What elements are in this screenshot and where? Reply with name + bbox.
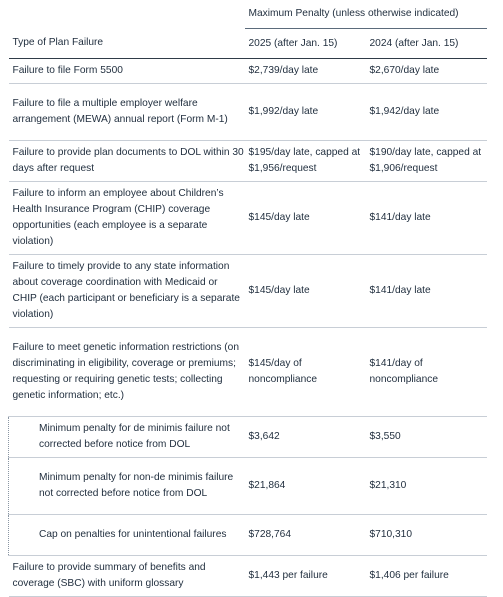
failure-cell: Failure to file Form 5500	[9, 59, 245, 84]
sub-table-row	[9, 515, 487, 556]
penalty-2025-cell: $1,992/day late	[245, 84, 366, 141]
sub-failure-cell: Minimum penalty for de minimis failure not corrected before notice from DOL	[9, 417, 245, 458]
column-header-row	[9, 29, 487, 59]
sub-table-row	[9, 417, 487, 458]
group-header-spacer	[9, 0, 245, 29]
penalty-2025-cell: $145/day of noncompliance	[245, 328, 366, 417]
column-header-type: Type of Plan Failure	[9, 29, 245, 59]
penalty-2024-cell: $1,942/day late	[366, 84, 487, 141]
penalty-2024-cell: $141/day of noncompliance	[366, 328, 487, 417]
penalty-2025-cell: $145/day late	[245, 182, 366, 255]
table-row	[9, 141, 487, 182]
table-row	[9, 255, 487, 328]
group-header-row	[9, 0, 487, 29]
table-row	[9, 59, 487, 84]
sub-failure-cell: Cap on penalties for unintentional failures	[9, 515, 245, 556]
column-header-2025: 2025 (after Jan. 15)	[245, 29, 366, 59]
sub-table-row	[9, 458, 487, 515]
penalty-2024-cell: $141/day late	[366, 255, 487, 328]
failure-cell: Failure to provide summary of benefits and coverage (SBC) with uniform glossary	[9, 556, 245, 597]
penalty-2025-cell: $2,739/day late	[245, 59, 366, 84]
penalty-2025-cell: $1,443 per failure	[245, 556, 366, 597]
penalty-2024-cell: $21,310	[366, 458, 487, 515]
penalty-2025-cell: $145/day late	[245, 255, 366, 328]
penalty-2025-cell: $21,864	[245, 458, 366, 515]
group-header-maximum-penalty: Maximum Penalty (unless otherwise indicated)	[245, 0, 487, 29]
failure-cell: Failure to inform an employee about Children’s Health Insurance Program (CHIP) coverage opportunities (each employee is a separate violation)	[9, 182, 245, 255]
table-row	[9, 84, 487, 141]
penalty-2024-cell: $2,670/day late	[366, 59, 487, 84]
penalty-2025-cell: $3,642	[245, 417, 366, 458]
table-row	[9, 556, 487, 597]
penalty-2024-cell: $710,310	[366, 515, 487, 556]
penalty-2024-cell: $3,550	[366, 417, 487, 458]
column-header-2024: 2024 (after Jan. 15)	[366, 29, 487, 59]
failure-cell: Failure to file a multiple employer welfare arrangement (MEWA) annual report (Form M-1)	[9, 84, 245, 141]
penalty-2024-cell: $190/day late, capped at $1,906/request	[366, 141, 487, 182]
table-row	[9, 182, 487, 255]
penalty-2024-cell: $141/day late	[366, 182, 487, 255]
failure-cell: Failure to meet genetic information restrictions (on discriminating in eligibility, coverage or premiums; requesting or requiring genetic tests; collecting genetic information; etc.)	[9, 328, 245, 417]
table-row	[9, 328, 487, 417]
penalty-table	[8, 0, 487, 597]
failure-cell: Failure to provide plan documents to DOL within 30 days after request	[9, 141, 245, 182]
penalty-2025-cell: $195/day late, capped at $1,956/request	[245, 141, 366, 182]
penalty-2024-cell: $1,406 per failure	[366, 556, 487, 597]
penalty-2025-cell: $728,764	[245, 515, 366, 556]
failure-cell: Failure to timely provide to any state information about coverage coordination with Medicaid or CHIP (each participant or beneficiary is a separate violation)	[9, 255, 245, 328]
sub-failure-cell: Minimum penalty for non-de minimis failure not corrected before notice from DOL	[9, 458, 245, 515]
